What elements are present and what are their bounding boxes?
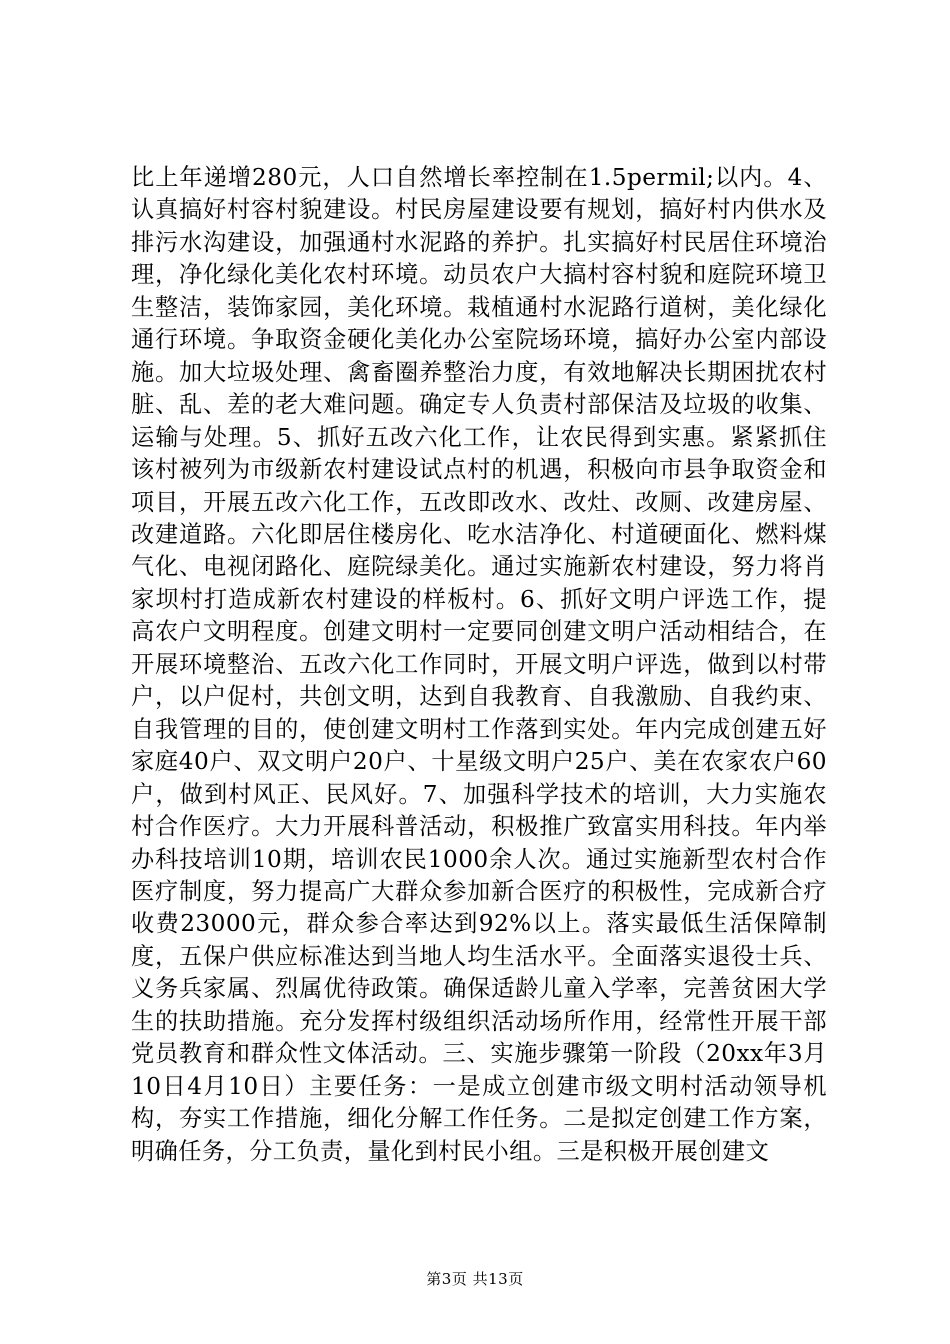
body-text: 比上年递增280元，人口自然增长率控制在1.5permil;以内。4、认真搞好村容村貌建设。村民房屋建设要有规划，搞好村内供水及排污水沟建设，加强通村水泥路的养护。扎实搞好村民居住环境治理，净化绿化美化农村环境。动员农户大搞村容村貌和庭院环境卫生整洁，装饰家园，美化环境。栽植通村水泥路行道树，美化绿化通行环境。争取资金硬化美化办公室院场环境，搞好办公室内部设施。加大垃圾处理、禽畜圈养整治力度，有效地解决长期困扰农村脏、乱、差的老大难问题。确定专人负责村部保洁及垃圾的收集、运输与处理。5、抓好五改六化工作，让农民得到实惠。紧紧抓住该村被列为市级新农村建设试点村的机遇，积极向市县争取资金和项目，开展五改六化工作，五改即改水、改灶、改厕、改建房屋、改建道路。六化即居住楼房化、吃水洁净化、村道硬面化、燃料煤气化、电视闭路化、庭院绿美化。通过实施新农村建设，努力将肖家坝村打造成新农村建设的样板村。6、抓好文明户评选工作，提高农户文明程度。创建文明村一定要同创建文明户活动相结合，在开展环境整治、五改六化工作同时，开展文明户评选，做到以村带户，以户促村，共创文明，达到自我教育、自我激励、自我约束、自我管理的目的，使创建文明村工作落到实处。年内完成创建五好家庭40户、双文明户20户、十星级文明户25户、美在农家农户60户，做到村风正、民风好。7、加强科学技术的培训，大力实施农村合作医疗。大力开展科普活动，积极推广致富实用科技。年内举办科技培训10期，培训农民1000余人次。通过实施新型农村合作医疗制度，努力提高广大群众参加新合医疗的积极性，完成新合疗收费23000元，群众参合率达到92%以上。落实最低生活保障制度，五保户供应标准达到当地人均生活水平。全面落实退役士兵、义务兵家属、烈属优待政策。确保适龄儿童入学率，完善贫困大学生的扶助措施。充分发挥村级组织活动场所作用，经常性开展干部党员教育和群众性文体活动。三、实施步骤第一阶段（20xx年3月10日4月10日）主要任务：一是成立创建市级文明村活动领导机构，夯实工作措施，细化分解工作任务。二是拟定创建工作方案，明确任务，分工负责，量化到村民小组。三是积极开展创建文 (131, 164, 827, 1165)
page-number-footer: 第3页 共13页 (426, 1270, 524, 1288)
